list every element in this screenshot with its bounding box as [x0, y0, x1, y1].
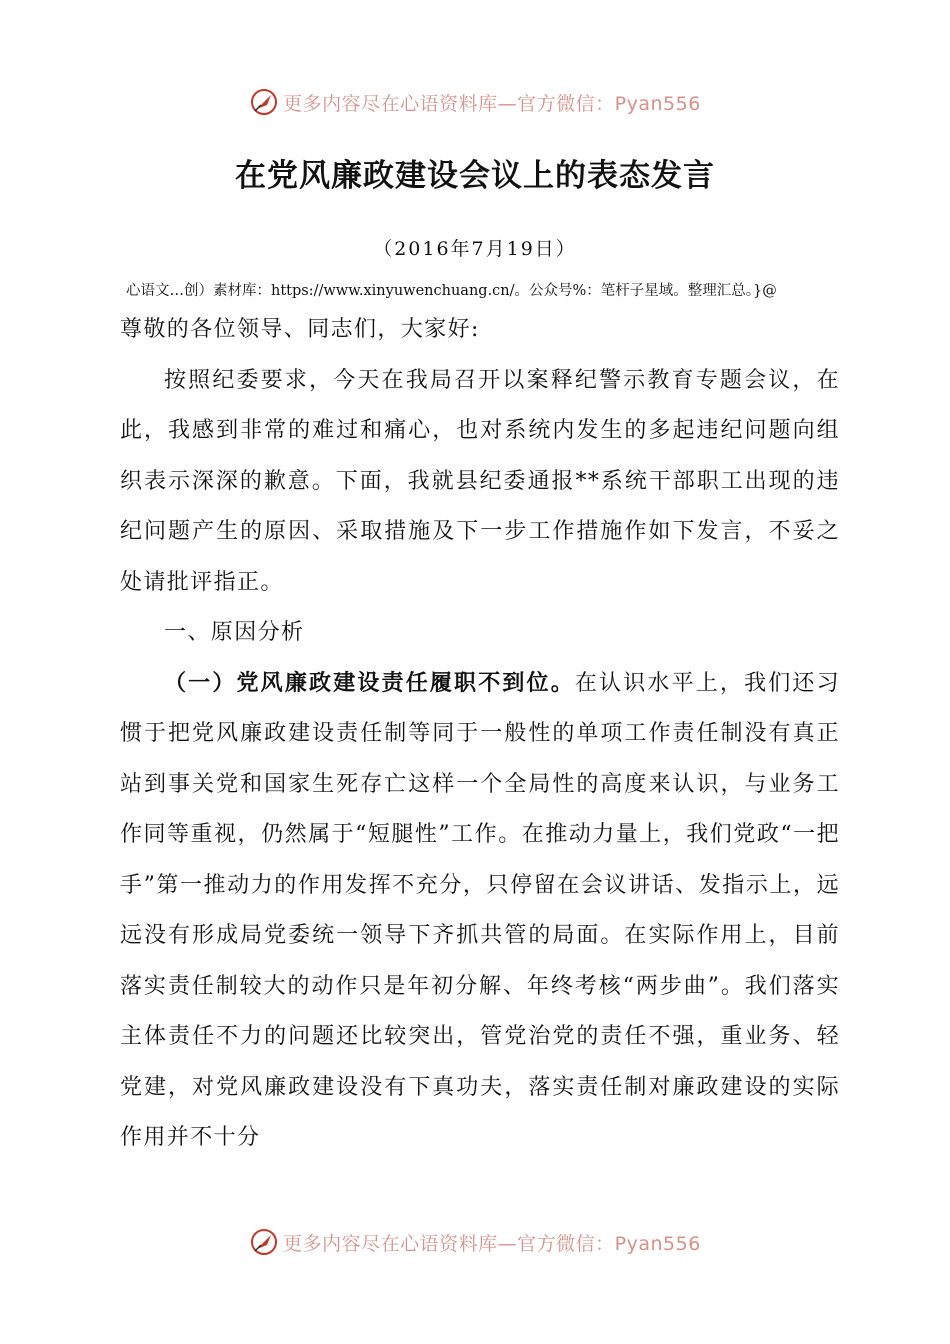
quill-logo-icon	[249, 1227, 279, 1257]
document-body	[120, 305, 840, 1164]
section-heading: 一、原因分析	[164, 620, 305, 645]
subsection-paragraph	[120, 659, 840, 1164]
watermark-header	[0, 82, 950, 122]
quill-logo-icon	[249, 87, 279, 117]
intro-paragraph: 按照纪委要求，今天在我局召开以案释纪警示教育专题会议，在此，我感到非常的难过和痛心，也对系统内发生的多起违纪问题向组织表示深深的歉意。下面，我就县纪委通报**系统干部职工出现的违纪问题产生的原因、采取措施及下一步工作措施作如下发言，不妥之处请批评指正。	[120, 367, 840, 595]
greeting: 尊敬的各位领导、同志们，大家好:	[120, 317, 480, 342]
watermark-footer	[0, 1222, 950, 1262]
subsection-heading: （一）党风廉政建设责任履职不到位。	[164, 670, 575, 696]
document-title: 在党风廉政建设会议上的表态发言	[235, 158, 715, 194]
watermark-text: 更多内容尽在心语资料库—官方微信：Pyan556	[283, 92, 701, 115]
source-line: 心语文…创）素材库：https://www.xinyuwenchuang.cn/。公众号%：笔杆子星域。整理汇总。}@	[126, 283, 777, 299]
document-date: （2016年7月19日）	[373, 238, 577, 260]
subsection-text: 在认识水平上，我们还习惯于把党风廉政建设责任制等同于一般性的单项工作责任制没有真正站到事关党和国家生死存亡这样一个全局性的高度来认识，与业务工作同等重视，仍然属于“短腿性”工作。在推动力量上，我们党政“一把手”第一推动力的作用发挥不充分，只停留在会议讲话、发指示上，远远没有形成局党委统一领导下齐抓共管的局面。在实际作用上，目前落实责任制较大的动作只是年初分解、年终考核“两步曲”。我们落实主体责任不力的问题还比较突出，管党治党的责任不强，重业务、轻党建，对党风廉政建设没有下真功夫，落实责任制对廉政建设的实际作用并不十分	[120, 670, 840, 1150]
watermark-text: 更多内容尽在心语资料库—官方微信：Pyan556	[283, 1232, 701, 1255]
